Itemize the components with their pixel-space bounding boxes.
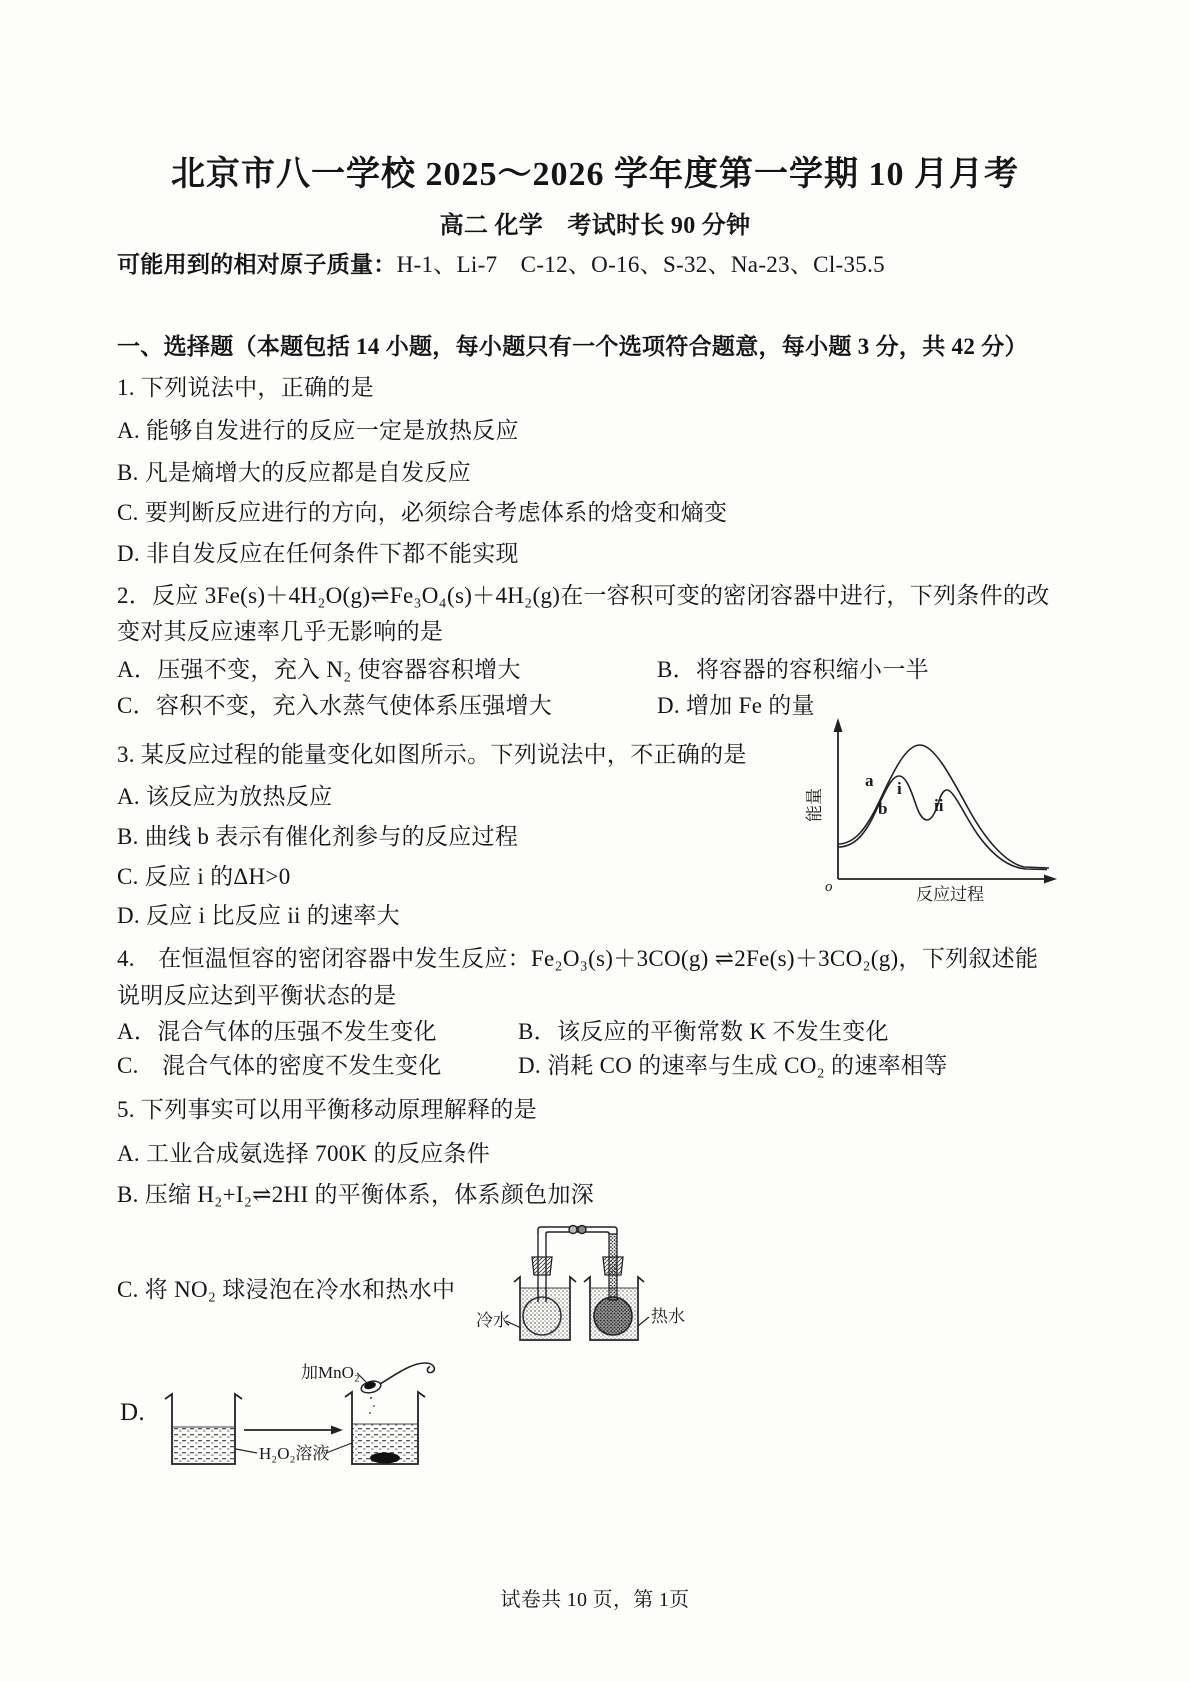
q5-stem: 5. 下列事实可以用平衡移动原理解释的是 — [117, 1097, 537, 1122]
y-axis-label: 能量 — [805, 788, 824, 822]
atomic-mass-values: H-1、Li-7 C-12、O-16、S-32、Na-23、Cl-35.5 — [396, 252, 885, 277]
q3-option-b: B. 曲线 b 表示有催化剂参与的反应过程 — [117, 824, 519, 849]
q3-energy-diagram — [758, 672, 1068, 912]
footer-page-info: 试卷共 10 页，第 1页 — [500, 1589, 690, 1611]
h2o2-beaker-before — [165, 1394, 242, 1464]
energy-curves — [838, 745, 1049, 870]
q2-option-a: A．压强不变，充入 N₂ 使容器容积增大 — [117, 657, 521, 682]
arrow-right-icon — [244, 1426, 343, 1435]
q4-stem-line1: 4. 在恒温恒容的密闭容器中发生反应：Fe₂O₃(s)＋3CO(g) ⇌2Fe(s)＋3CO₂(g)，下列叙述能 — [117, 946, 1039, 971]
hot-water-beaker — [584, 1234, 644, 1340]
atomic-mass-label: 可能用到的相对原子质量： — [117, 252, 397, 277]
q5-option-c: C. 将 NO₂ 球浸泡在冷水和热水中 — [117, 1277, 456, 1302]
q5-option-a: A. 工业合成氨选择 700K 的反应条件 — [117, 1141, 491, 1166]
x-axis-arrow-icon — [1044, 875, 1057, 884]
peak-ii-label: ii — [934, 796, 944, 815]
no2-ball-cold — [523, 1297, 561, 1335]
q1-option-d: D. 非自发反应在任何条件下都不能实现 — [117, 541, 519, 566]
curve-a-label: a — [865, 771, 874, 790]
tube-valve-right — [578, 1226, 586, 1234]
q2-stem-line1: 2．反应 3Fe(s)＋4H₂O(g)⇌Fe₃O₄(s)＋4H₂(g)在一容积可变的密闭容器中进行，下列条件的改 — [117, 583, 1050, 608]
q5-option-d-label: D. — [120, 1399, 145, 1426]
q2-option-c: C．容积不变，充入水蒸气使体系压强增大 — [117, 693, 553, 718]
q2-option-d: D. 增加 Fe 的量 — [657, 693, 815, 718]
q1-option-a: A. 能够自发进行的反应一定是放热反应 — [117, 418, 519, 443]
q3-option-c: C. 反应 i 的ΔH>0 — [117, 864, 291, 889]
tube-valve-left — [569, 1226, 577, 1234]
peak-i-label: i — [897, 779, 902, 798]
q3-option-d: D. 反应 i 比反应 ii 的速率大 — [117, 903, 400, 928]
y-axis-arrow-icon — [834, 718, 843, 732]
stopper-right — [603, 1257, 623, 1275]
q5-option-b: B. 压缩 H₂+I₂⇌2HI 的平衡体系，体系颜色加深 — [117, 1182, 595, 1207]
q3-option-a: A. 该反应为放热反应 — [117, 784, 333, 809]
stopper-left — [532, 1257, 552, 1275]
mno2-solid — [370, 1453, 400, 1464]
cold-water-label: 冷水 — [476, 1311, 510, 1330]
h2o2-beaker-after — [345, 1392, 425, 1464]
spoon-icon — [360, 1363, 434, 1395]
atomic-mass-note — [117, 246, 885, 279]
curve-b-label: b — [878, 799, 888, 818]
exam-title: 北京市八一学校 2025～2026 学年度第一学期 10 月月考 — [171, 156, 1019, 193]
q2-stem-line2: 变对其反应速率几乎无影响的是 — [117, 619, 444, 644]
h2o2-solution-label: H₂O₂溶液 — [259, 1444, 330, 1463]
add-mno2-label: 加MnO₂ — [301, 1363, 360, 1382]
q1-stem: 1. 下列说法中，正确的是 — [117, 375, 374, 400]
q4-option-b: B．该反应的平衡常数 K 不发生变化 — [518, 1019, 889, 1044]
curve-a-no-catalyst — [838, 745, 1049, 868]
q4-option-a: A．混合气体的压强不发生变化 — [117, 1019, 437, 1044]
x-axis-label: 反应过程 — [916, 885, 984, 904]
q4-stem-line2: 说明反应达到平衡状态的是 — [117, 983, 397, 1008]
exam-subtitle: 高二 化学 考试时长 90 分钟 — [439, 213, 751, 239]
q1-option-b: B. 凡是熵增大的反应都是自发反应 — [117, 460, 471, 485]
q3-stem: 3. 某反应过程的能量变化如图所示。下列说法中，不正确的是 — [117, 742, 747, 767]
cold-water-beaker — [514, 1234, 576, 1340]
axes — [805, 718, 1057, 904]
q4-option-d: D. 消耗 CO 的速率与生成 CO₂ 的速率相等 — [518, 1053, 948, 1078]
curve-b-catalyst — [838, 776, 1047, 870]
section-1-header: 一、选择题（本题包括 14 小题，每小题只有一个选项符合题意，每小题 3 分，共 42 分） — [117, 334, 1028, 359]
q5-no2-beakers-figure — [470, 1218, 705, 1350]
hot-water-label: 热水 — [651, 1307, 685, 1326]
h2o2-liquid-left — [173, 1427, 234, 1463]
q2-option-b: B．将容器的容积缩小一半 — [657, 657, 929, 682]
q1-option-c: C. 要判断反应进行的方向，必须综合考虑体系的焓变和熵变 — [117, 500, 728, 525]
q4-option-c: C. 混合气体的密度不发生变化 — [117, 1053, 442, 1078]
q5-h2o2-mno2-figure — [150, 1354, 450, 1479]
origin-label: o — [825, 879, 833, 895]
falling-powder — [369, 1397, 375, 1414]
